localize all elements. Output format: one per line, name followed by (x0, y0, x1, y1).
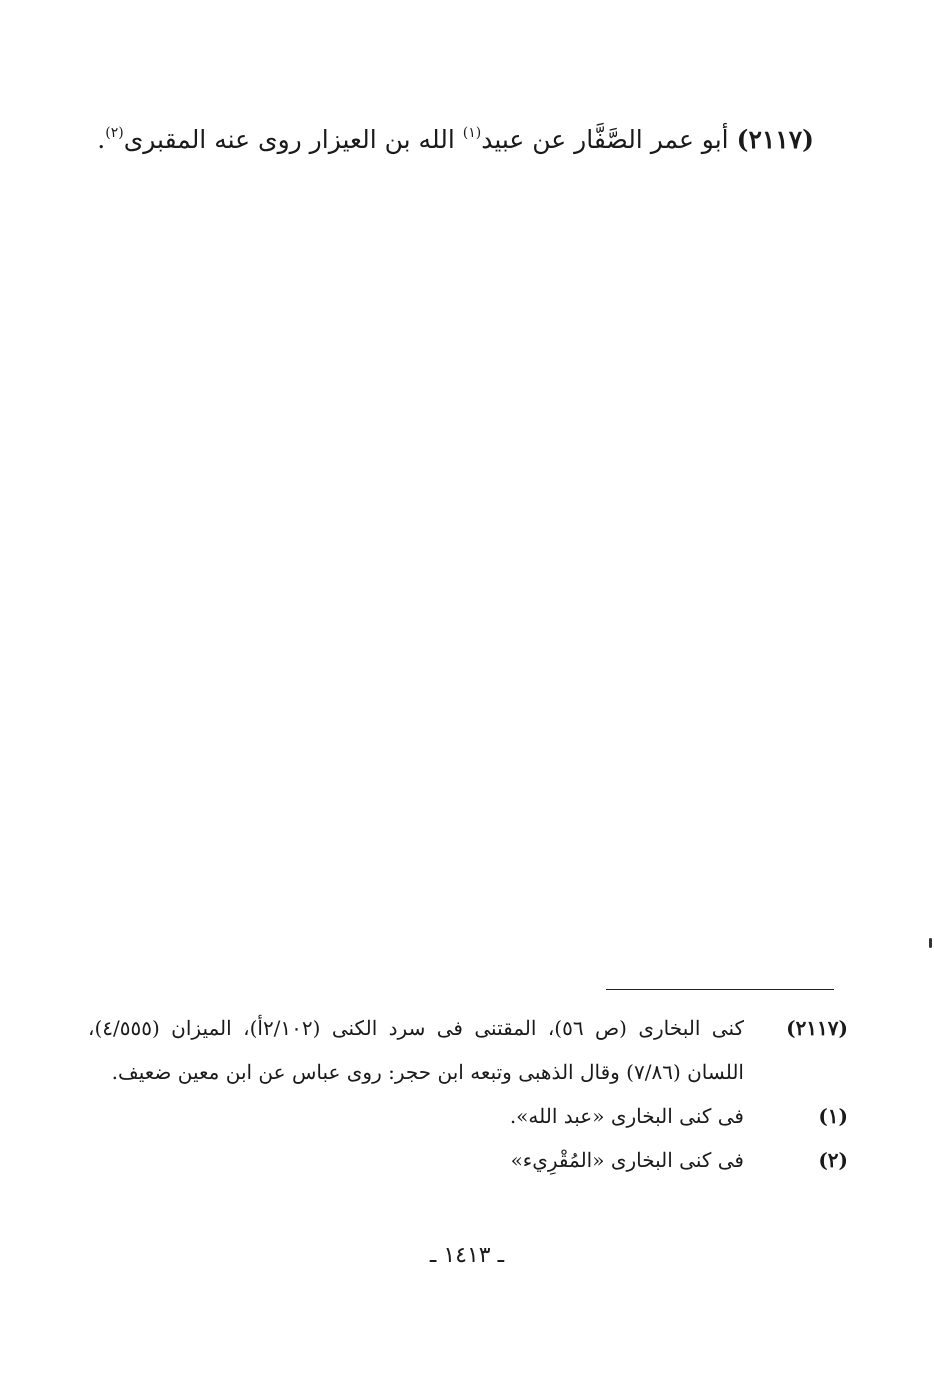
footnote-ref-1[interactable]: (١) (462, 125, 482, 141)
footnote-main (88, 1006, 848, 1094)
footnote-separator (606, 989, 834, 990)
entry-text-part1: أبو عمر الصَّفَّار عن عبيد (481, 125, 729, 154)
main-entry (94, 118, 814, 162)
footnote-text: فى كنى البخارى «المُقْرِيء» (510, 1148, 744, 1172)
footnote-2 (88, 1138, 848, 1182)
footnote-marker: (١) (818, 1104, 848, 1128)
scan-speck (929, 938, 932, 948)
footnote-text: فى كنى البخارى «عبد الله». (509, 1104, 744, 1128)
footnote-text: كنى البخارى (ص ٥٦)، المقتنى فى سرد الكنى (٢/١٠٢أ)، الميزان (٤/٥٥٥)، اللسان (٧/٨٦) وقال الذهبى وتبعه ابن حجر: روى عباس عن ابن معين ضعيف. (88, 1016, 744, 1084)
footnote-ref-2[interactable]: (٢) (105, 125, 124, 141)
page-number: ـ ١٤١٣ ـ (429, 1243, 505, 1268)
footnote-1 (88, 1094, 848, 1138)
footnote-marker: (٢) (818, 1148, 848, 1172)
entry-text-part2: الله بن العيزار روى عنه المقبرى (123, 125, 455, 154)
entry-number: (٢١١٧) (736, 125, 814, 154)
entry-end-punctuation: . (97, 125, 106, 154)
footnotes (88, 1006, 848, 1182)
footnote-marker: (٢١١٧) (786, 1016, 848, 1040)
